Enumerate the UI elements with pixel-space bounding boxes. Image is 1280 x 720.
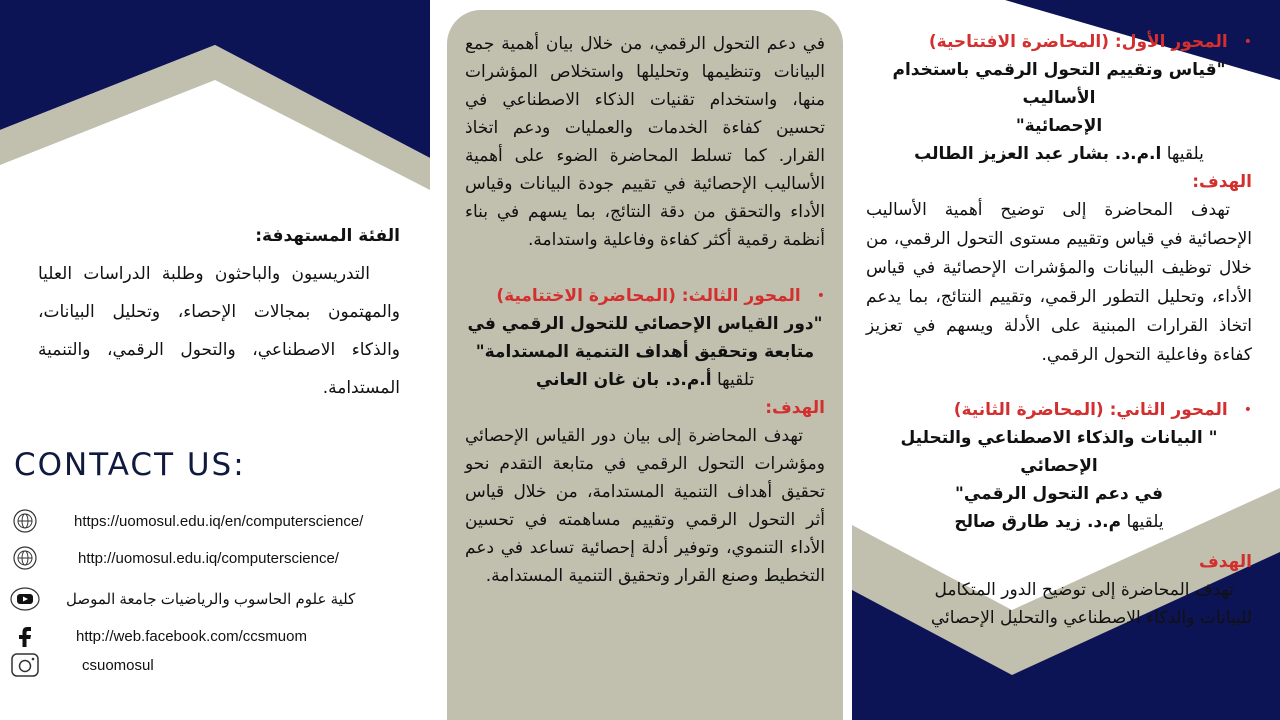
axis1-column	[866, 28, 1252, 632]
contact-title: CONTACT US:	[14, 447, 246, 483]
contact-row-website-en[interactable]	[8, 506, 448, 536]
axis1-goal-label: الهدف:	[1192, 172, 1252, 192]
contact-row-instagram[interactable]	[8, 650, 448, 680]
bullet-icon: •	[816, 288, 825, 304]
axis2-goal-text: تهدف المحاضرة إلى توضيح الدور المتكامل للبيانات والذكاء الاصطناعي والتحليل الإحصائي	[930, 580, 1252, 628]
axis3-title: المحور الثالث: (المحاضرة الاختتامية)	[496, 286, 801, 306]
axis3-speaker: تلقيها أ.م.د. بان غان العاني	[535, 370, 755, 390]
audience-section	[38, 217, 400, 407]
bullet-icon: •	[1243, 402, 1252, 418]
axis3-topic: "دور القياس الإحصائي للتحول الرقمي في متابعة وتحقيق أهداف التنمية المستدامة"	[467, 314, 823, 362]
contact-row-facebook[interactable]	[8, 621, 448, 651]
youtube-icon	[8, 586, 42, 612]
axis1-goal-text: تهدف المحاضرة إلى توضيح أهمية الأساليب الإحصائية في قياس وتقييم مستوى التحول الرقمي، من خلال توظيف البيانات والمؤشرات الإحصائية في قياس الأداء، وتحليل التطور الرقمي، وتقييم النتائج، بما يدعم اتخاذ القرارات المبنية على الأدلة ويسهم في تعزيز كفاءة وفاعلية التحول الرقمي.	[866, 200, 1252, 365]
axis2-title: المحور الثاني: (المحاضرة الثانية)	[953, 400, 1228, 420]
contact-link[interactable]: https://uomosul.edu.iq/en/computerscience/	[74, 512, 364, 530]
axis3-column	[465, 30, 825, 590]
contact-link[interactable]: http://uomosul.edu.iq/computerscience/	[78, 549, 339, 567]
contact-link[interactable]: http://web.facebook.com/ccsmuom	[76, 627, 307, 645]
audience-text: التدريسيون والباحثون وطلبة الدراسات العليا والمهتمون بمجالات الإحصاء، وتحليل البيانات، والذكاء الاصطناعي، والتحول الرقمي، والتنمية المستدامة.	[38, 264, 400, 398]
globe-icon	[8, 545, 42, 571]
axis2-goal-label: الهدف	[1198, 552, 1252, 572]
axis2-speaker: يلقيها م.د. زيد طارق صالح	[954, 512, 1164, 532]
axis3-goal-label: الهدف:	[765, 398, 825, 418]
contact-link[interactable]: csuomosul	[82, 656, 154, 674]
axis3-goal-text: تهدف المحاضرة إلى بيان دور القياس الإحصائي ومؤشرات التحول الرقمي في متابعة التقدم نحو تحقيق أهداف التنمية المستدامة، من خلال قياس أثر التحول الرقمي وتقييم مساهمته في تحسين الأداء التنموي، وتوفير أدلة إحصائية تساعد في دعم التخطيط وصنع القرار وتحقيق التنمية المستدامة.	[465, 426, 825, 586]
instagram-icon	[8, 652, 42, 678]
axis2-title-row	[866, 396, 1252, 424]
contact-row-website[interactable]	[8, 543, 448, 573]
axis1-title: المحور الأول: (المحاضرة الافتتاحية)	[928, 32, 1228, 52]
globe-icon	[8, 508, 42, 534]
contact-row-youtube[interactable]	[8, 584, 448, 614]
axis2-topic: " البيانات والذكاء الاصطناعي والتحليل الإحصائي في دعم التحول الرقمي"	[900, 428, 1218, 504]
axis1-speaker: يلقيها ا.م.د. بشار عبد العزيز الطالب	[914, 144, 1204, 164]
axis1-title-row	[866, 28, 1252, 56]
axis2-continued-text: في دعم التحول الرقمي، من خلال بيان أهمية جمع البيانات وتنظيمها وتحليلها واستخلاص المؤشرات منها، واستخدام تقنيات الذكاء الاصطناعي في تحسين كفاءة الخدمات والعمليات ودعم اتخاذ القرار. كما تسلط المحاضرة الضوء على أهمية الأساليب الإحصائية في تقييم جودة البيانات وقياس الأداء والتحقق من دقة النتائج، بما يسهم في بناء أنظمة رقمية أكثر كفاءة وفاعلية واستدامة.	[465, 34, 825, 250]
axis1-topic: "قياس وتقييم التحول الرقمي باستخدام الأساليب الإحصائية"	[892, 60, 1226, 136]
bullet-icon: •	[1243, 34, 1252, 50]
axis3-title-row	[465, 282, 825, 310]
audience-label: الفئة المستهدفة:	[255, 226, 400, 246]
contact-link[interactable]: كلية علوم الحاسوب والرياضيات جامعة الموصل	[66, 591, 356, 608]
facebook-icon	[8, 623, 42, 649]
